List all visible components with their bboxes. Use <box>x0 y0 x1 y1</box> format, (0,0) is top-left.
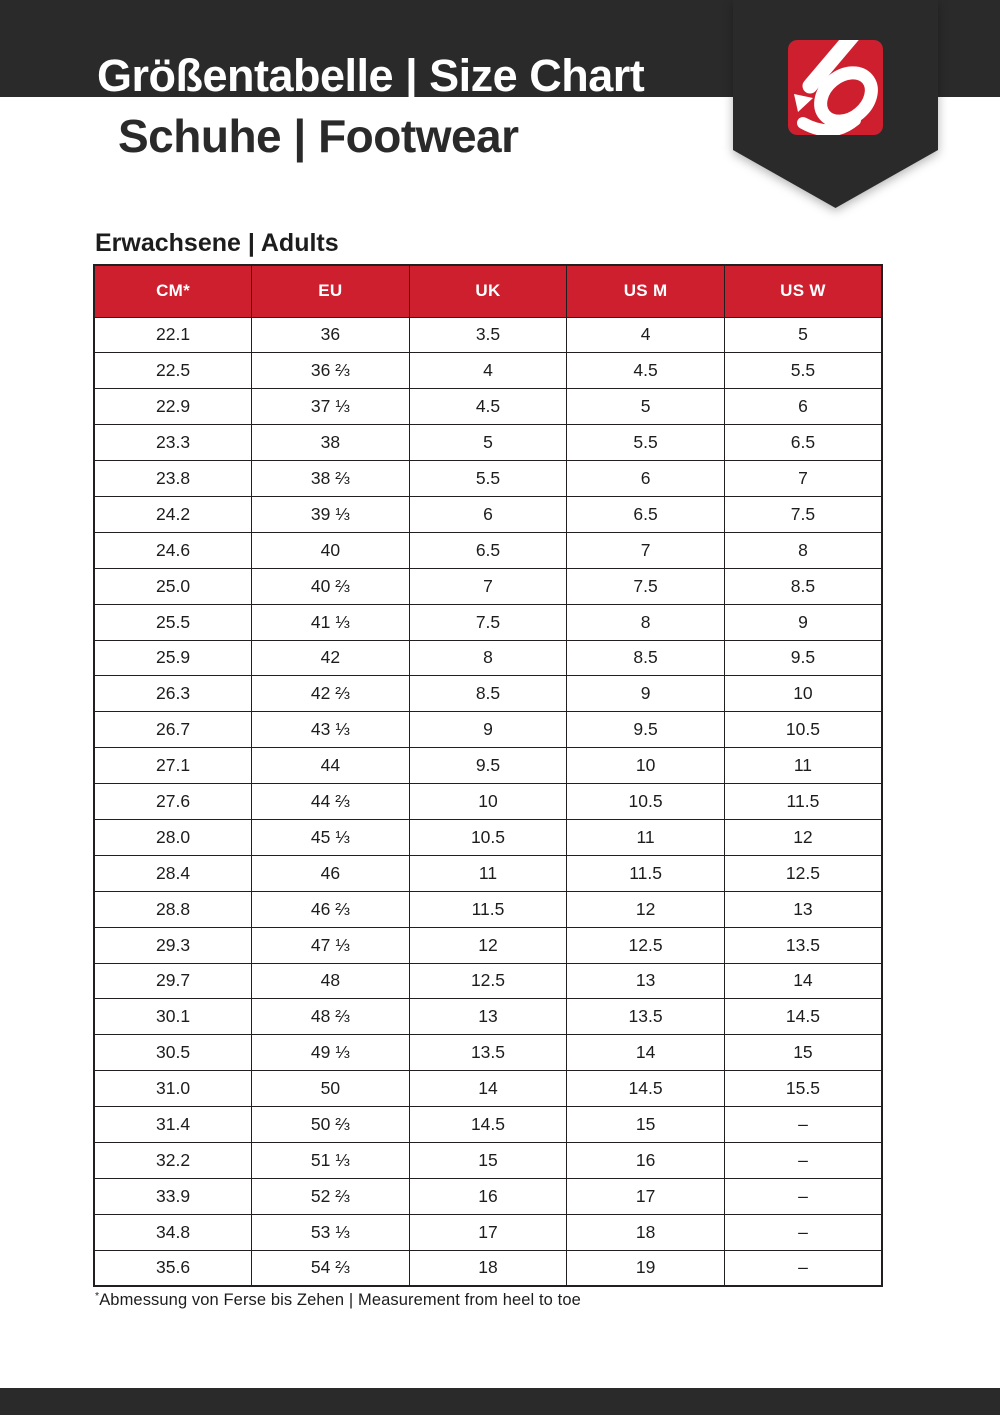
size-table-body <box>94 317 882 1286</box>
table-row <box>94 999 882 1035</box>
size-cell: 10.5 <box>724 712 882 748</box>
size-cell: 47 ⅓ <box>252 927 410 963</box>
table-row <box>94 496 882 532</box>
table-row <box>94 748 882 784</box>
size-cell: 11 <box>409 855 567 891</box>
size-cell: 23.3 <box>94 425 252 461</box>
size-cell: 32.2 <box>94 1142 252 1178</box>
section-heading: Erwachsene | Adults <box>95 229 339 257</box>
size-cell: 46 <box>252 855 410 891</box>
table-row <box>94 317 882 353</box>
table-row <box>94 532 882 568</box>
size-cell: 30.5 <box>94 1035 252 1071</box>
size-cell: 13 <box>409 999 567 1035</box>
size-cell: 50 <box>252 1071 410 1107</box>
size-cell: 9.5 <box>409 748 567 784</box>
size-cell: – <box>724 1142 882 1178</box>
size-cell: 6 <box>724 389 882 425</box>
size-cell: 5 <box>567 389 725 425</box>
size-cell: 15 <box>409 1142 567 1178</box>
size-cell: 12.5 <box>567 927 725 963</box>
size-cell: 29.3 <box>94 927 252 963</box>
size-cell: 19 <box>567 1250 725 1286</box>
size-cell: 44 <box>252 748 410 784</box>
size-cell: 14.5 <box>567 1071 725 1107</box>
table-row <box>94 461 882 497</box>
five-ten-logo-icon <box>733 0 938 212</box>
size-cell: 4 <box>567 317 725 353</box>
table-row <box>94 855 882 891</box>
size-cell: 25.9 <box>94 640 252 676</box>
size-cell: 8 <box>724 532 882 568</box>
size-cell: 26.3 <box>94 676 252 712</box>
size-cell: 42 <box>252 640 410 676</box>
size-cell: 11 <box>567 819 725 855</box>
size-cell: 10.5 <box>567 784 725 820</box>
size-cell: 22.9 <box>94 389 252 425</box>
size-cell: 13.5 <box>724 927 882 963</box>
size-cell: 12 <box>724 819 882 855</box>
table-row <box>94 1142 882 1178</box>
table-row <box>94 1071 882 1107</box>
size-cell: – <box>724 1178 882 1214</box>
table-row <box>94 353 882 389</box>
size-cell: 5.5 <box>567 425 725 461</box>
size-cell: 7.5 <box>567 568 725 604</box>
page-title: Größentabelle | Size Chart <box>97 50 645 101</box>
size-cell: 25.5 <box>94 604 252 640</box>
size-cell: 12.5 <box>724 855 882 891</box>
size-cell: 8 <box>567 604 725 640</box>
brand-pennant <box>733 0 938 217</box>
size-cell: 29.7 <box>94 963 252 999</box>
size-cell: 37 ⅓ <box>252 389 410 425</box>
size-cell: 12 <box>409 927 567 963</box>
size-cell: 38 <box>252 425 410 461</box>
size-cell: 44 ⅔ <box>252 784 410 820</box>
size-cell: 52 ⅔ <box>252 1178 410 1214</box>
size-cell: 5 <box>724 317 882 353</box>
size-cell: 10 <box>409 784 567 820</box>
table-row <box>94 1250 882 1286</box>
size-cell: 11 <box>724 748 882 784</box>
size-cell: 4 <box>409 353 567 389</box>
size-cell: 7.5 <box>724 496 882 532</box>
size-cell: 27.6 <box>94 784 252 820</box>
size-cell: 43 ⅓ <box>252 712 410 748</box>
size-cell: 42 ⅔ <box>252 676 410 712</box>
size-cell: 28.4 <box>94 855 252 891</box>
size-cell: 48 ⅔ <box>252 999 410 1035</box>
size-cell: 9 <box>409 712 567 748</box>
size-cell: – <box>724 1250 882 1286</box>
size-cell: 11.5 <box>724 784 882 820</box>
size-cell: 22.1 <box>94 317 252 353</box>
column-header: US W <box>724 265 882 317</box>
size-cell: 10 <box>567 748 725 784</box>
size-cell: – <box>724 1107 882 1143</box>
size-cell: 49 ⅓ <box>252 1035 410 1071</box>
table-row <box>94 676 882 712</box>
size-cell: 33.9 <box>94 1178 252 1214</box>
size-cell: 22.5 <box>94 353 252 389</box>
size-cell: 3.5 <box>409 317 567 353</box>
size-cell: 39 ⅓ <box>252 496 410 532</box>
table-row <box>94 1214 882 1250</box>
size-cell: 11.5 <box>409 891 567 927</box>
table-row <box>94 712 882 748</box>
size-cell: 15 <box>724 1035 882 1071</box>
size-cell: 45 ⅓ <box>252 819 410 855</box>
size-cell: 18 <box>409 1250 567 1286</box>
footnote-marker: * <box>95 1290 100 1302</box>
size-cell: 13.5 <box>567 999 725 1035</box>
size-cell: 8.5 <box>409 676 567 712</box>
size-cell: 13 <box>567 963 725 999</box>
size-cell: 6 <box>409 496 567 532</box>
size-cell: 46 ⅔ <box>252 891 410 927</box>
page-subtitle: Schuhe | Footwear <box>118 110 519 162</box>
size-cell: 24.2 <box>94 496 252 532</box>
column-header-row <box>94 265 882 317</box>
size-cell: 8.5 <box>724 568 882 604</box>
size-cell: 9.5 <box>567 712 725 748</box>
size-cell: 54 ⅔ <box>252 1250 410 1286</box>
table-row <box>94 604 882 640</box>
size-cell: 25.0 <box>94 568 252 604</box>
table-row <box>94 640 882 676</box>
size-cell: 18 <box>567 1214 725 1250</box>
size-cell: 7 <box>567 532 725 568</box>
size-cell: 31.4 <box>94 1107 252 1143</box>
size-cell: 15 <box>567 1107 725 1143</box>
table-row <box>94 1107 882 1143</box>
size-cell: 9.5 <box>724 640 882 676</box>
size-cell: 5 <box>409 425 567 461</box>
size-cell: 12.5 <box>409 963 567 999</box>
size-cell: 10.5 <box>409 819 567 855</box>
size-cell: 30.1 <box>94 999 252 1035</box>
table-row <box>94 1035 882 1071</box>
size-cell: 12 <box>567 891 725 927</box>
size-cell: 14.5 <box>724 999 882 1035</box>
table-row <box>94 819 882 855</box>
size-cell: 10 <box>724 676 882 712</box>
size-cell: 17 <box>567 1178 725 1214</box>
size-cell: 14 <box>724 963 882 999</box>
table-row <box>94 568 882 604</box>
size-cell: 16 <box>409 1178 567 1214</box>
size-cell: 9 <box>567 676 725 712</box>
size-cell: 13.5 <box>409 1035 567 1071</box>
size-cell: 31.0 <box>94 1071 252 1107</box>
size-cell: 36 ⅔ <box>252 353 410 389</box>
size-cell: 23.8 <box>94 461 252 497</box>
size-cell: 11.5 <box>567 855 725 891</box>
size-cell: 38 ⅔ <box>252 461 410 497</box>
size-cell: 14 <box>409 1071 567 1107</box>
size-cell: 28.0 <box>94 819 252 855</box>
size-cell: 4.5 <box>409 389 567 425</box>
size-cell: 5.5 <box>724 353 882 389</box>
size-cell: 48 <box>252 963 410 999</box>
size-cell: 7.5 <box>409 604 567 640</box>
size-cell: 27.1 <box>94 748 252 784</box>
size-cell: 6.5 <box>724 425 882 461</box>
table-row <box>94 425 882 461</box>
size-cell: 13 <box>724 891 882 927</box>
table-row <box>94 891 882 927</box>
table-row <box>94 927 882 963</box>
size-cell: 34.8 <box>94 1214 252 1250</box>
size-table <box>93 264 883 1287</box>
column-header: CM* <box>94 265 252 317</box>
size-cell: 5.5 <box>409 461 567 497</box>
size-cell: 14 <box>567 1035 725 1071</box>
column-header: US M <box>567 265 725 317</box>
size-cell: 40 <box>252 532 410 568</box>
size-cell: 24.6 <box>94 532 252 568</box>
footnote-text: Abmessung von Ferse bis Zehen | Measurement from heel to toe <box>99 1291 581 1309</box>
size-cell: 16 <box>567 1142 725 1178</box>
size-cell: 40 ⅔ <box>252 568 410 604</box>
size-cell: 50 ⅔ <box>252 1107 410 1143</box>
size-cell: 7 <box>724 461 882 497</box>
size-cell: 8 <box>409 640 567 676</box>
size-cell: 35.6 <box>94 1250 252 1286</box>
size-cell: 6 <box>567 461 725 497</box>
size-cell: 53 ⅓ <box>252 1214 410 1250</box>
size-cell: 17 <box>409 1214 567 1250</box>
size-cell: 6.5 <box>409 532 567 568</box>
size-cell: 14.5 <box>409 1107 567 1143</box>
table-row <box>94 963 882 999</box>
size-cell: 51 ⅓ <box>252 1142 410 1178</box>
size-cell: 15.5 <box>724 1071 882 1107</box>
size-cell: – <box>724 1214 882 1250</box>
footer-bar <box>0 1388 1000 1415</box>
size-cell: 41 ⅓ <box>252 604 410 640</box>
size-cell: 28.8 <box>94 891 252 927</box>
table-row <box>94 784 882 820</box>
size-cell: 4.5 <box>567 353 725 389</box>
size-cell: 7 <box>409 568 567 604</box>
table-row <box>94 389 882 425</box>
size-cell: 36 <box>252 317 410 353</box>
size-cell: 6.5 <box>567 496 725 532</box>
table-row <box>94 1178 882 1214</box>
column-header: UK <box>409 265 567 317</box>
size-cell: 26.7 <box>94 712 252 748</box>
column-header: EU <box>252 265 410 317</box>
footnote <box>95 1291 581 1310</box>
size-cell: 8.5 <box>567 640 725 676</box>
size-cell: 9 <box>724 604 882 640</box>
